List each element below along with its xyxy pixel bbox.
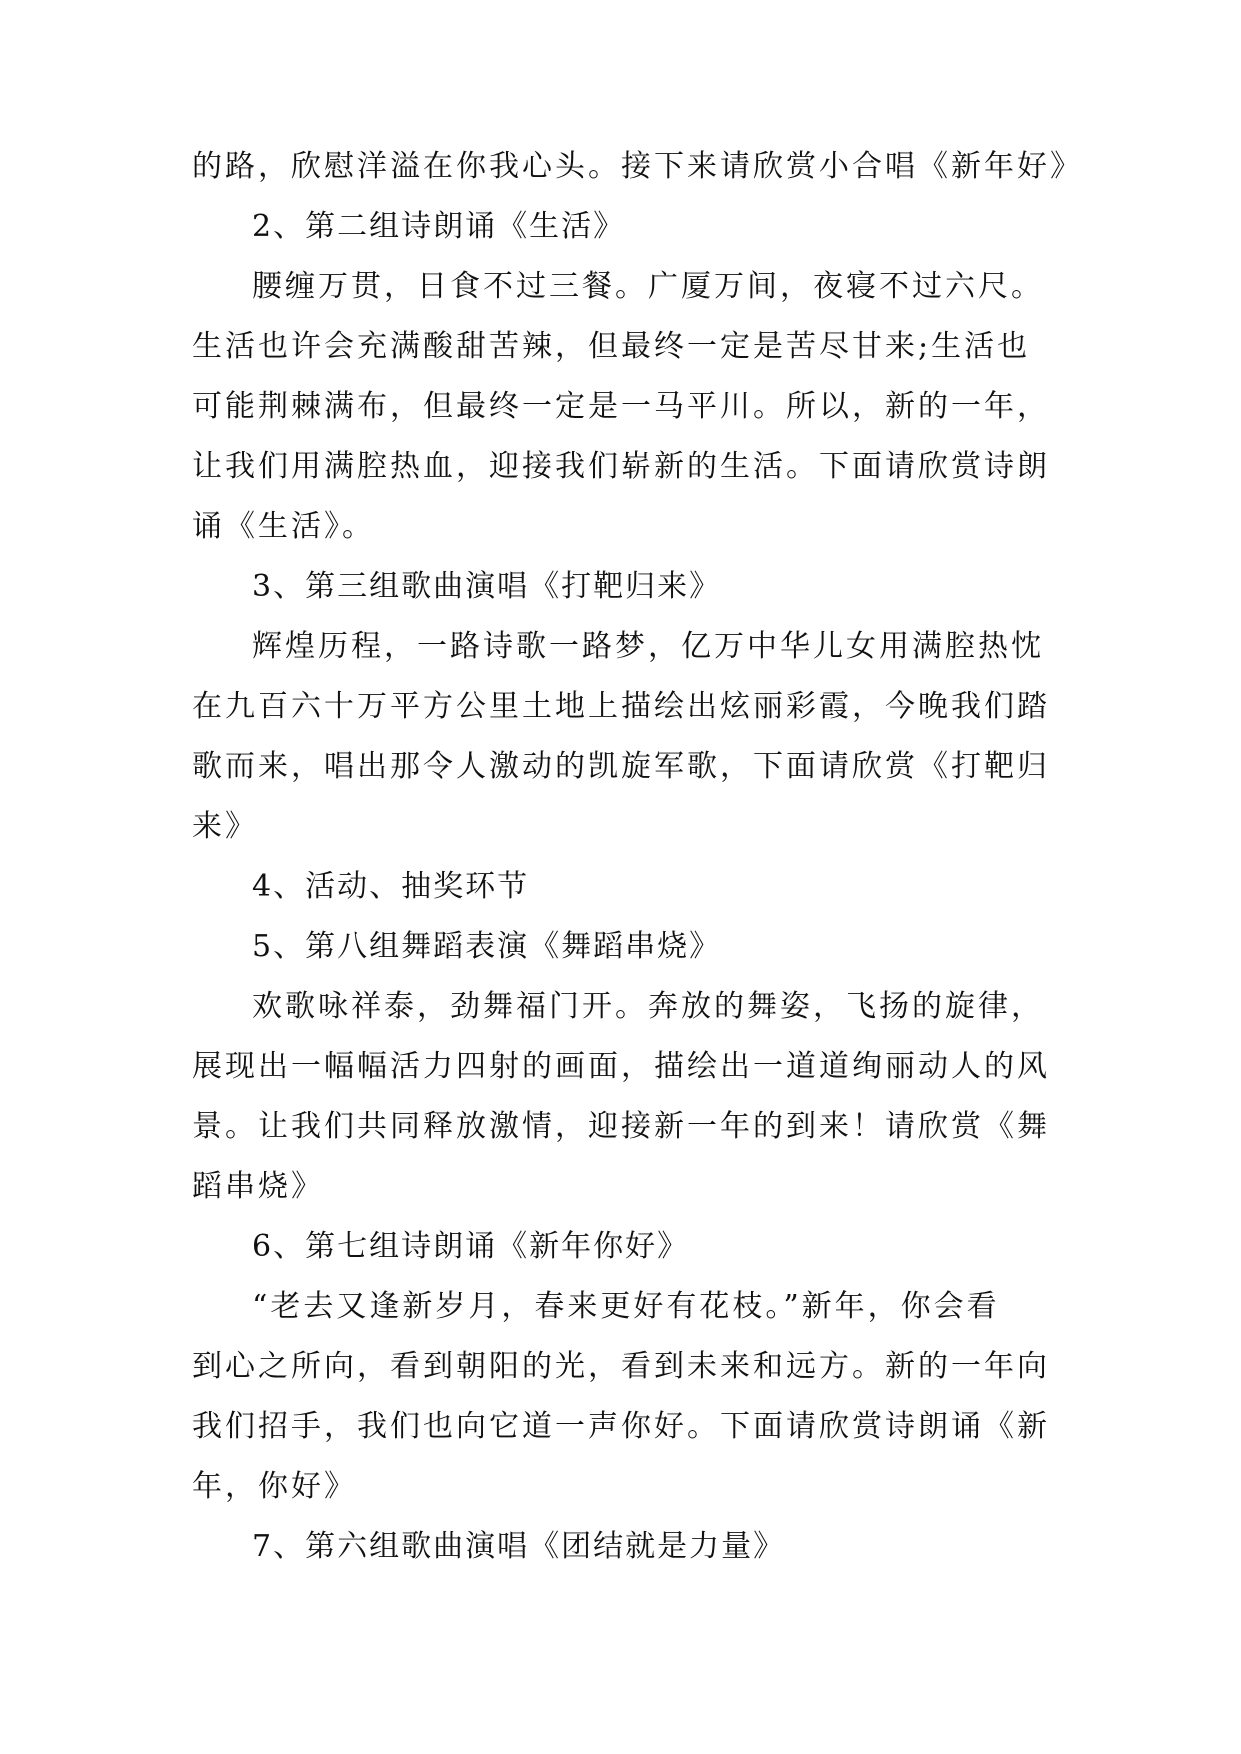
text-line: 的路，欣慰洋溢在你我心头。接下来请欣赏小合唱《新年好》: [192, 149, 1083, 184]
text-line: 展现出一幅幅活力四射的画面，描绘出一道道绚丽动人的风: [192, 1049, 1050, 1084]
section-heading: 4、活动、抽奖环节: [252, 869, 530, 904]
text-line: 欢歌咏祥泰，劲舞福门开。奔放的舞姿，飞扬的旋律，: [252, 989, 1044, 1024]
text-line: 腰缠万贯，日食不过三餐。广厦万间，夜寝不过六尺。: [252, 269, 1044, 304]
section-heading: 7、第六组歌曲演唱《团结就是力量》: [252, 1529, 786, 1564]
text-line: 可能荆棘满布，但最终一定是一马平川。所以，新的一年，: [192, 389, 1050, 424]
text-line: 我们招手，我们也向它道一声你好。下面请欣赏诗朗诵《新: [192, 1409, 1050, 1444]
text-line: 诵《生活》。: [192, 509, 375, 544]
text-line: 蹈串烧》: [192, 1169, 324, 1204]
text-line: 歌而来，唱出那令人激动的凯旋军歌，下面请欣赏《打靶归: [192, 749, 1050, 784]
text-line: 让我们用满腔热血，迎接我们崭新的生活。下面请欣赏诗朗: [192, 449, 1050, 484]
section-heading: 2、第二组诗朗诵《生活》: [252, 209, 626, 244]
text-line: 景。让我们共同释放激情，迎接新一年的到来！请欣赏《舞: [192, 1109, 1050, 1144]
text-line: 辉煌历程，一路诗歌一路梦，亿万中华儿女用满腔热忱: [252, 629, 1044, 664]
section-heading: 3、第三组歌曲演唱《打靶归来》: [252, 569, 722, 604]
text-line: “老去又逢新岁月，春来更好有花枝。”新年，你会看: [252, 1289, 1000, 1324]
section-heading: 6、第七组诗朗诵《新年你好》: [252, 1229, 690, 1264]
text-line: 生活也许会充满酸甜苦辣，但最终一定是苦尽甘来;生活也: [192, 329, 1031, 364]
text-line: 在九百六十万平方公里土地上描绘出炫丽彩霞，今晚我们踏: [192, 689, 1050, 724]
text-line: 年，你好》: [192, 1469, 357, 1504]
text-line: 到心之所向，看到朝阳的光，看到未来和远方。新的一年向: [192, 1349, 1050, 1384]
text-line: 来》: [192, 809, 258, 844]
section-heading: 5、第八组舞蹈表演《舞蹈串烧》: [252, 929, 722, 964]
